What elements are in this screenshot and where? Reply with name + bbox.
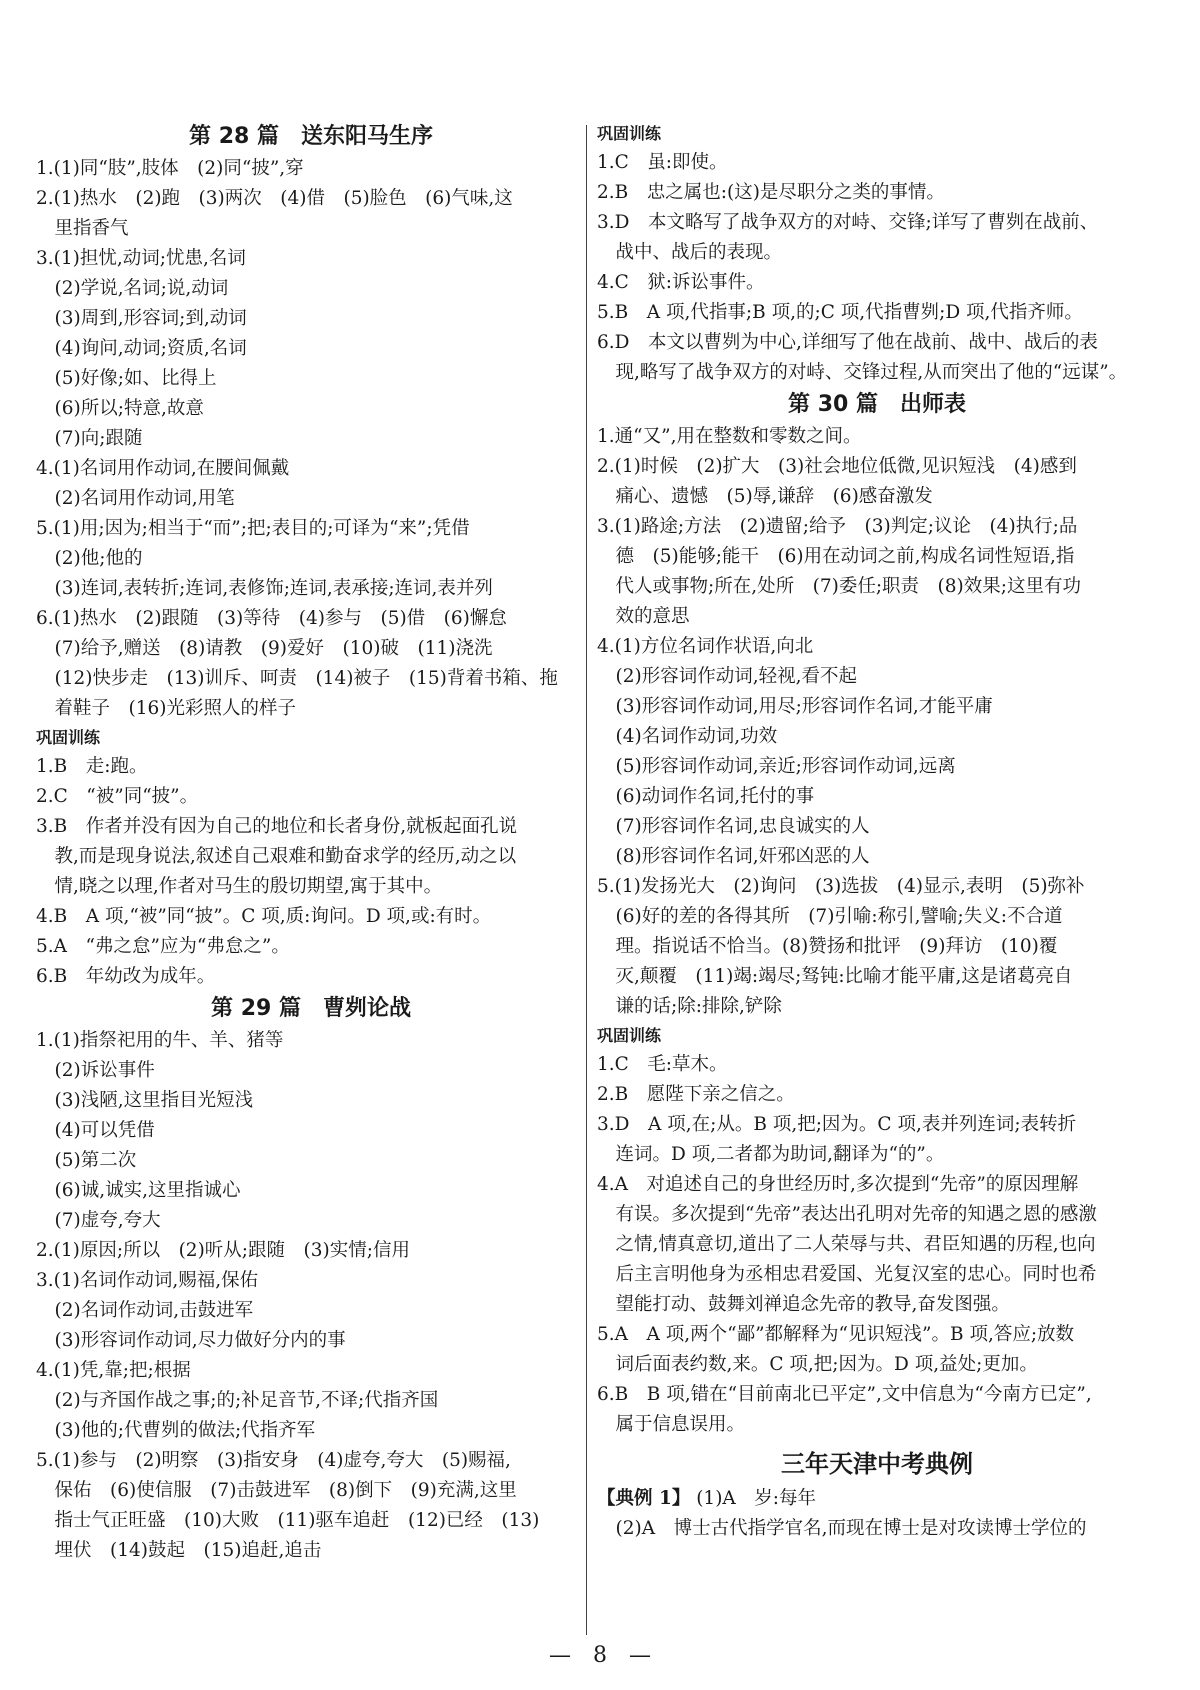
answer-line: (2)名词用作动词,用笔 [36, 488, 235, 509]
answer-line: (6)诚,诚实,这里指诚心 [36, 1180, 241, 1201]
section-title-30: 第 30 篇 出师表 [788, 392, 966, 417]
answer-line: 5.(1)参与 (2)明察 (3)指安身 (4)虚夸,夸大 (5)赐福, [36, 1450, 511, 1471]
answer-line: 2.(1)热水 (2)跑 (3)两次 (4)借 (5)脸色 (6)气味,这 [36, 188, 513, 209]
answer-line: 4.A 对追述自己的身世经历时,多次提到“先帝”的原因理解 [597, 1174, 1079, 1195]
answer-line: 3.B 作者并没有因为自己的地位和长者身份,就板起面孔说 [36, 816, 518, 837]
answer-line: 词后面表约数,来。C 项,把;因为。D 项,益处;更加。 [597, 1354, 1038, 1375]
answer-line: 1.B 走:跑。 [36, 756, 148, 777]
answer-line: (2)形容词作动词,轻视,看不起 [597, 666, 857, 687]
answer-line: 5.A A 项,两个“鄙”都解释为“见识短浅”。B 项,答应;放数 [597, 1324, 1075, 1345]
answer-line: 5.(1)用;因为;相当于“而”;把;表目的;可译为“来”;凭借 [36, 518, 470, 539]
answer-line: (3)浅陋,这里指目光短浅 [36, 1090, 254, 1111]
answer-line: 5.A “弗之怠”应为“弗怠之”。 [36, 936, 290, 957]
example-1-line-2: (2)A 博士古代指学官名,而现在博士是对攻读博士学位的 [597, 1518, 1087, 1539]
answer-line: 1.(1)指祭祀用的牛、羊、猪等 [36, 1030, 284, 1051]
answer-line: 保佑 (6)使信服 (7)击鼓进军 (8)倒下 (9)充满,这里 [36, 1480, 517, 1501]
example-1-label: 【典例 1】 [597, 1488, 691, 1509]
answer-line: 后主言明他身为丞相忠君爱国、光复汉室的忠心。同时也希 [597, 1264, 1097, 1285]
answer-line: (6)所以;特意,故意 [36, 398, 204, 419]
answer-line: 之情,情真意切,道出了二人荣辱与共、君臣知遇的历程,也向 [597, 1234, 1096, 1255]
answer-line: 3.D A 项,在;从。B 项,把;因为。C 项,表并列连词;表转折 [597, 1114, 1077, 1135]
answer-line: (5)第二次 [36, 1150, 137, 1171]
answer-line: (3)他的;代曹刿的做法;代指齐军 [36, 1420, 316, 1441]
answer-line: 5.(1)发扬光大 (2)询问 (3)选拔 (4)显示,表明 (5)弥补 [597, 876, 1085, 897]
answer-line: 3.D 本文略写了战争双方的对峙、交锋;详写了曹刿在战前、 [597, 212, 1099, 233]
answer-line: (4)可以凭借 [36, 1120, 155, 1141]
answer-line: (7)向;跟随 [36, 428, 143, 449]
answer-line: 3.(1)担忧,动词;忧患,名词 [36, 248, 246, 269]
answer-line: 3.(1)名词作动词,赐福,保佑 [36, 1270, 259, 1291]
answer-line: 4.B A 项,“被”同“披”。C 项,质:询问。D 项,或:有时。 [36, 906, 492, 927]
answer-line: 1.C 虽:即使。 [597, 152, 728, 173]
answer-line: 现,略写了战争双方的对峙、交锋过程,从而突出了他的“远谋”。 [597, 362, 1128, 383]
answer-line: 谦的话;除:排除,铲除 [597, 996, 782, 1017]
practice-heading-30: 巩固训练 [597, 1026, 662, 1045]
answer-line: (12)快步走 (13)训斥、呵责 (14)被子 (15)背着书箱、拖 [36, 668, 558, 689]
answer-line: (6)好的差的各得其所 (7)引喻:称引,譬喻;失义:不合道 [597, 906, 1063, 927]
answer-line: 6.D 本文以曹刿为中心,详细写了他在战前、战中、战后的表 [597, 332, 1098, 353]
practice-29-answers [597, 148, 1157, 388]
answer-line: 灭,颠覆 (11)竭:竭尽;驽钝:比喻才能平庸,这是诸葛亮自 [597, 966, 1073, 987]
right-column [597, 120, 1157, 1544]
answer-line: (2)与齐国作战之事;的;补足音节,不译;代指齐国 [36, 1390, 439, 1411]
section-title-29: 第 29 篇 曹刿论战 [211, 996, 411, 1021]
answer-line: 连词。D 项,二者都为助词,翻译为“的”。 [597, 1144, 945, 1165]
answer-line: (2)诉讼事件 [36, 1060, 155, 1081]
answer-line: 代人或事物;所在,处所 (7)委任;职责 (8)效果;这里有功 [597, 576, 1081, 597]
answer-line: 情,晓之以理,作者对马生的殷切期望,寓于其中。 [36, 876, 443, 897]
answer-line: (2)他;他的 [36, 548, 143, 569]
section-29-answers [36, 1026, 586, 1566]
answer-line: 4.(1)名词用作动词,在腰间佩戴 [36, 458, 290, 479]
page-number: — 8 — [549, 1643, 651, 1668]
answer-line: (8)形容词作名词,奸邪凶恶的人 [597, 846, 870, 867]
practice-28-answers [36, 752, 586, 992]
answer-line: 痛心、遗憾 (5)辱,谦辞 (6)感奋激发 [597, 486, 933, 507]
section-28-answers [36, 154, 586, 724]
section-title-28: 第 28 篇 送东阳马生序 [189, 124, 433, 149]
answer-line: 5.B A 项,代指事;B 项,的;C 项,代指曹刿;D 项,代指齐师。 [597, 302, 1083, 323]
answer-line: 2.C “被”同“披”。 [36, 786, 199, 807]
answer-line: (7)虚夸,夸大 [36, 1210, 161, 1231]
answer-line: 里指香气 [36, 218, 129, 239]
answer-line: 2.(1)时候 (2)扩大 (3)社会地位低微,见识短浅 (4)感到 [597, 456, 1077, 477]
answer-line: (3)连词,表转折;连词,表修饰;连词,表承接;连词,表并列 [36, 578, 493, 599]
answer-line: 1.(1)同“肢”,肢体 (2)同“披”,穿 [36, 158, 304, 179]
answer-line: 理。指说话不恰当。(8)赞扬和批评 (9)拜访 (10)覆 [597, 936, 1058, 957]
answer-line: 2.B 愿陛下亲之信之。 [597, 1084, 795, 1105]
answer-line: 属于信息误用。 [597, 1414, 746, 1435]
left-column [36, 120, 586, 1566]
answer-line: 4.(1)方位名词作状语,向北 [597, 636, 814, 657]
answer-line: (4)询问,动词;资质,名词 [36, 338, 247, 359]
answer-line: 战中、战后的表现。 [597, 242, 783, 263]
answer-line: 效的意思 [597, 606, 690, 627]
answer-line: 德 (5)能够;能干 (6)用在动词之前,构成名词性短语,指 [597, 546, 1075, 567]
answer-line: 教,而是现身说法,叙述自己艰难和勤奋求学的经历,动之以 [36, 846, 517, 867]
practice-30-answers [597, 1050, 1157, 1440]
answer-line: 1.C 毛:草木。 [597, 1054, 728, 1075]
section-30-answers [597, 422, 1157, 1022]
answer-line: (5)形容词作动词,亲近;形容词作动词,远离 [597, 756, 956, 777]
answer-line: (2)名词作动词,击鼓进军 [36, 1300, 254, 1321]
answer-line: (7)形容词作名词,忠良诚实的人 [597, 816, 870, 837]
answer-line: 2.(1)原因;所以 (2)听从;跟随 (3)实情;信用 [36, 1240, 410, 1261]
answer-line: (5)好像;如、比得上 [36, 368, 217, 389]
answer-line: 6.(1)热水 (2)跟随 (3)等待 (4)参与 (5)借 (6)懈怠 [36, 608, 507, 629]
practice-heading-29: 巩固训练 [597, 124, 662, 143]
practice-heading-28: 巩固训练 [36, 728, 101, 747]
tianjin-examples-title: 三年天津中考典例 [781, 1450, 973, 1478]
answer-line: (4)名词作动词,功效 [597, 726, 778, 747]
answer-line: 着鞋子 (16)光彩照人的样子 [36, 698, 296, 719]
answer-line: (7)给予,赠送 (8)请教 (9)爱好 (10)破 (11)浇洗 [36, 638, 493, 659]
example-1-answer-a: (1)A 岁:每年 [696, 1488, 817, 1509]
column-divider [586, 125, 587, 1635]
example-1-line [597, 1484, 1157, 1514]
answer-line: 指士气正旺盛 (10)大败 (11)驱车追赶 (12)已经 (13) [36, 1510, 540, 1531]
answer-line: 6.B B 项,错在“目前南北已平定”,文中信息为“今南方已定”, [597, 1384, 1092, 1405]
answer-line: (3)形容词作动词,尽力做好分内的事 [36, 1330, 346, 1351]
answer-line: 望能打动、鼓舞刘禅追念先帝的教导,奋发图强。 [597, 1294, 1010, 1315]
answer-line: (2)学说,名词;说,动词 [36, 278, 229, 299]
answer-line: (3)周到,形容词;到,动词 [36, 308, 247, 329]
answer-line: (6)动词作名词,托付的事 [597, 786, 815, 807]
answer-line: 6.B 年幼改为成年。 [36, 966, 216, 987]
answer-line: 4.C 狱:诉讼事件。 [597, 272, 765, 293]
answer-line: 有误。多次提到“先帝”表达出孔明对先帝的知遇之恩的感激 [597, 1204, 1097, 1225]
answer-line: (3)形容词作动词,用尽;形容词作名词,才能平庸 [597, 696, 993, 717]
answer-line: 1.通“又”,用在整数和零数之间。 [597, 426, 862, 447]
answer-line: 2.B 忠之属也:(这)是尽职分之类的事情。 [597, 182, 945, 203]
answer-line: 4.(1)凭,靠;把;根据 [36, 1360, 191, 1381]
answer-line: 3.(1)路途;方法 (2)遗留;给予 (3)判定;议论 (4)执行;品 [597, 516, 1078, 537]
answer-line: 埋伏 (14)鼓起 (15)追赶,追击 [36, 1540, 322, 1561]
